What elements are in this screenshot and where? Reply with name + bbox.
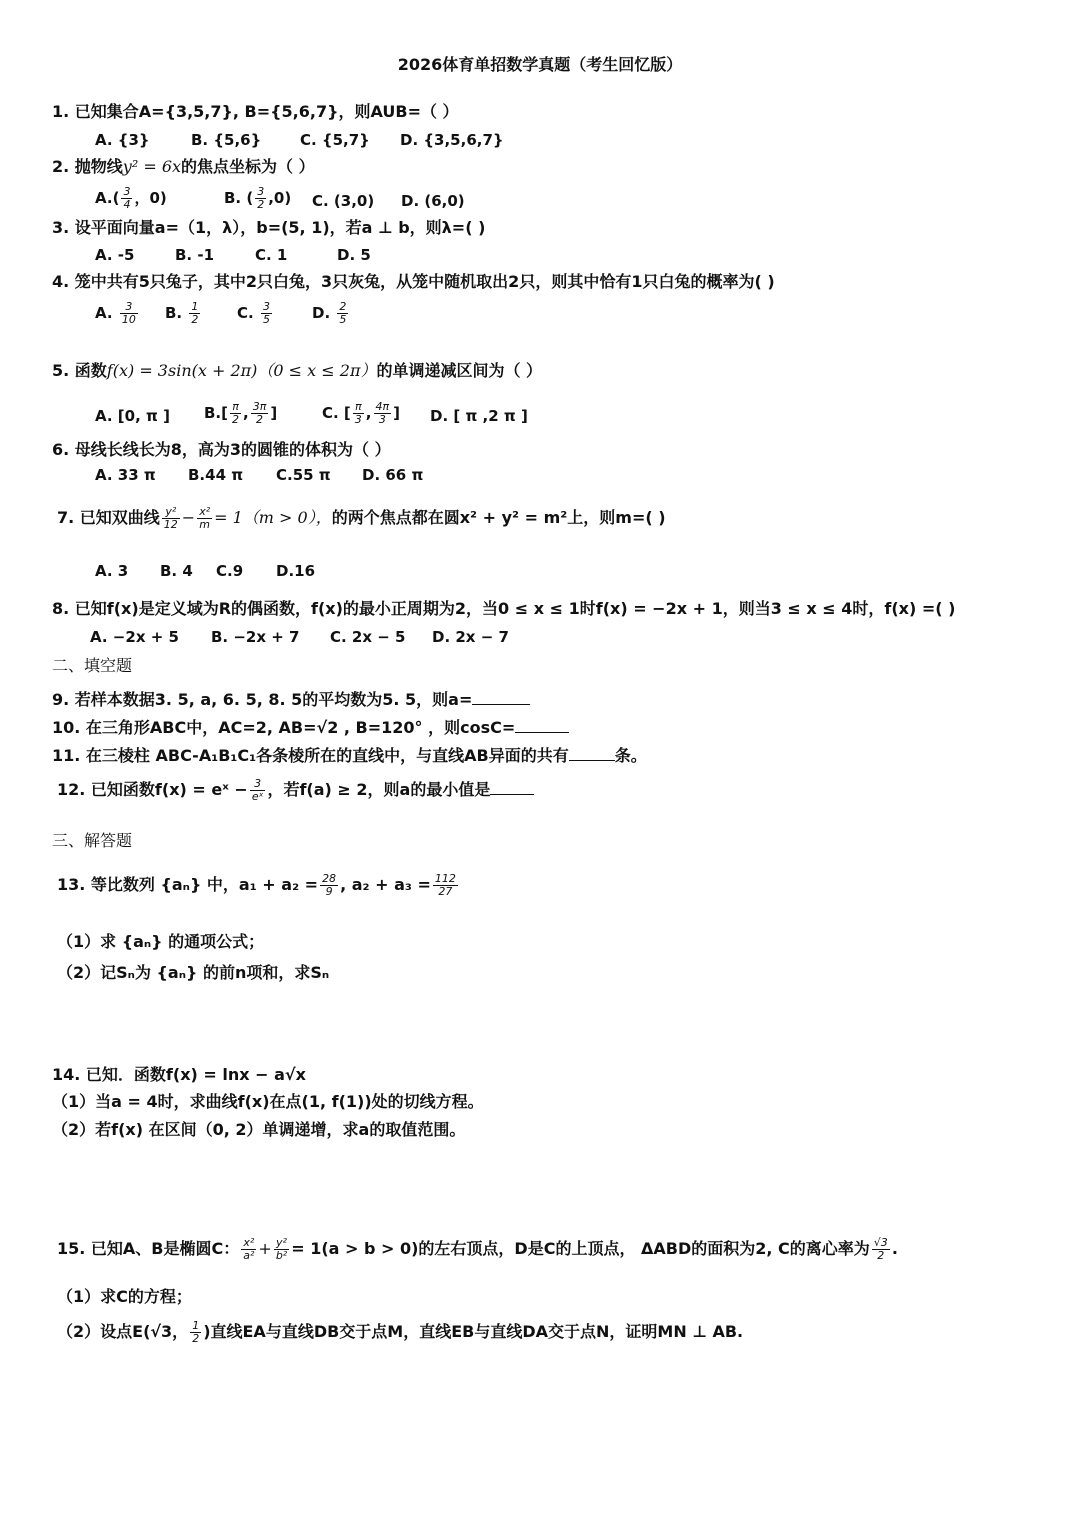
q13-f1-numerator: 28 bbox=[322, 872, 337, 885]
q4-option-a bbox=[95, 301, 140, 326]
q11-text-a: 11. 在三棱柱 ABC-A₁B₁C₁各条棱所在的直线中，与直线AB异面的共有 bbox=[52, 746, 569, 765]
q9-text: 9. 若样本数据3. 5, a, 6. 5, 8. 5的平均数为5. 5，则a= bbox=[52, 690, 473, 709]
q2-stem-a: 2. 抛物线 bbox=[52, 157, 123, 176]
q4-option-d bbox=[312, 301, 350, 326]
question-3: 3. 设平面向量a=（1，λ），b=(5, 1)，若a ⊥ b，则λ=( ) bbox=[52, 218, 486, 237]
q2-option-a bbox=[95, 186, 167, 211]
question-5 bbox=[52, 360, 542, 382]
question-8: 8. 已知f(x)是定义域为R的偶函数，f(x)的最小正周期为2，当0 ≤ x ≤ 1时f(x) = −2x + 1，则当3 ≤ x ≤ 4时，f(x) =( ) bbox=[52, 599, 956, 618]
q7-option-b: B. 4 bbox=[160, 562, 193, 580]
q2-a-suffix: ，0) bbox=[134, 189, 167, 207]
q12-denominator: eˣ bbox=[251, 790, 264, 803]
q2-b-denominator: 2 bbox=[257, 198, 265, 211]
question-12 bbox=[57, 778, 534, 803]
q3-option-d: D. 5 bbox=[337, 246, 371, 264]
q13-f1-denominator: 9 bbox=[325, 885, 333, 898]
q15-stem-a: 15. 已知A、B是椭圆C： bbox=[57, 1239, 240, 1258]
q13-fraction-1 bbox=[320, 873, 338, 898]
q2-b-prefix: B. ( bbox=[224, 189, 254, 207]
question-13 bbox=[57, 873, 460, 898]
q15-f1-numerator: x² bbox=[241, 1237, 256, 1250]
q5-b-fraction-2 bbox=[251, 401, 269, 426]
q7-option-c: C.9 bbox=[216, 562, 244, 580]
q3-option-c: C. 1 bbox=[255, 246, 288, 264]
q15-part-1: （1）求C的方程； bbox=[57, 1287, 192, 1306]
q13-fraction-2 bbox=[433, 873, 458, 898]
q13-mid: , a₂ + a₃ = bbox=[340, 875, 431, 894]
q4-a-label: A. bbox=[95, 304, 113, 322]
q2-option-d: D. (6,0) bbox=[401, 192, 465, 210]
q7-stem-b: 的两个焦点都在圆x² + y² = m²上，则m=( ) bbox=[331, 508, 666, 527]
question-6: 6. 母线长线长为8，高为3的圆锥的体积为（ ） bbox=[52, 440, 391, 459]
q7-option-d: D.16 bbox=[276, 562, 316, 580]
q15-part-2 bbox=[57, 1320, 743, 1345]
q15-p2-text-a: （2）设点E(√3， bbox=[57, 1322, 189, 1341]
section-2-heading: 二、填空题 bbox=[52, 656, 133, 675]
q2-equation: y² = 6x bbox=[122, 157, 182, 176]
q15-fraction-2 bbox=[274, 1237, 289, 1262]
q4-d-numerator: 2 bbox=[339, 300, 347, 313]
q13-f2-denominator: 27 bbox=[438, 885, 453, 898]
q2-a-prefix: A.( bbox=[95, 189, 120, 207]
q2-b-fraction bbox=[255, 186, 266, 211]
q5-c-suffix: ] bbox=[393, 404, 400, 422]
q5-stem-a: 5. 函数 bbox=[52, 361, 107, 380]
q13-part-2: （2）记Sₙ为 {aₙ} 的前n项和，求Sₙ bbox=[57, 963, 330, 982]
q10-text: 10. 在三角形ABC中，AC=2, AB=√2 , B=120° ，则cosC= bbox=[52, 718, 516, 737]
q5-option-a: A. [0, π ] bbox=[95, 407, 170, 425]
q9-answer-blank[interactable] bbox=[472, 690, 530, 705]
q5-b-fraction-1 bbox=[230, 401, 241, 426]
question-4: 4. 笼中共有5只兔子，其中2只白兔，3只灰兔，从笼中随机取出2只，则其中恰有1只白兔的概率为( ) bbox=[52, 272, 775, 291]
q7-fraction-2 bbox=[197, 506, 212, 531]
q5-c-fraction-1 bbox=[353, 401, 364, 426]
q4-a-numerator: 3 bbox=[120, 301, 138, 314]
q15-f2-numerator: y² bbox=[274, 1237, 289, 1250]
q2-a-denominator: 4 bbox=[123, 198, 131, 211]
q1-option-c: C. {5,7} bbox=[300, 131, 370, 149]
question-7: 7. 已知双曲线 $\frac{\text{y²}}{12}$ − $\frac{\text{x²}}{m}$ = 1（m > 0），的两个焦点都在圆x² + y² = m²上，则m=( ) bbox=[57, 505, 666, 531]
q2-b-numerator: 3 bbox=[257, 185, 265, 198]
q7-f1-numerator: y² bbox=[162, 506, 180, 519]
q6-option-b: B.44 π bbox=[188, 466, 244, 484]
question-10 bbox=[52, 717, 569, 739]
question-1: 1. 已知集合A={3,5,7}, B={5,6,7}，则AUB=（ ） bbox=[52, 102, 459, 121]
q14-part-2: （2）若f(x) 在区间（0, 2）单调递增，求a的取值范围。 bbox=[52, 1120, 466, 1139]
q15-p2-fraction bbox=[190, 1320, 201, 1345]
q1-option-b: B. {5,6} bbox=[191, 131, 262, 149]
q4-a-fraction bbox=[120, 301, 138, 326]
q5-stem-b: 的单调递减区间为（ ） bbox=[376, 361, 543, 380]
q7-stem-a: 7. 已知双曲线 bbox=[57, 508, 160, 527]
q13-f2-numerator: 112 bbox=[434, 872, 456, 885]
q2-option-b bbox=[224, 186, 291, 211]
q4-option-b bbox=[165, 301, 202, 326]
q1-option-a: A. {3} bbox=[95, 131, 150, 149]
q15-stem-b: = 1(a > b > 0)的左右顶点，D是C的上顶点， ΔABD的面积为2, C的离心率为 bbox=[291, 1239, 870, 1258]
q7-equation: = 1（m > 0）， bbox=[214, 508, 332, 527]
q12-answer-blank[interactable] bbox=[490, 780, 534, 795]
q6-option-c: C.55 π bbox=[276, 466, 331, 484]
question-2 bbox=[52, 156, 315, 178]
q12-text-a: 12. 已知函数f(x) = eˣ − bbox=[57, 780, 248, 799]
q7-f2-numerator: x² bbox=[199, 505, 211, 518]
q12-text-b: ，若f(a) ≥ 2，则a的最小值是 bbox=[267, 780, 491, 799]
q8-option-c: C. 2x − 5 bbox=[330, 628, 406, 646]
q4-c-denominator: 5 bbox=[262, 313, 270, 326]
question-14: 14. 已知．函数f(x) = lnx − a√x bbox=[52, 1065, 306, 1084]
q2-option-c: C. (3,0) bbox=[312, 192, 375, 210]
q11-answer-blank[interactable] bbox=[569, 746, 615, 761]
q5-b1-denominator: 2 bbox=[232, 413, 239, 426]
q7-fraction-1 bbox=[162, 506, 180, 531]
section-3-heading: 三、解答题 bbox=[52, 831, 133, 850]
q5-b-prefix: B.[ bbox=[204, 404, 228, 422]
q6-option-d: D. 66 π bbox=[362, 466, 424, 484]
q4-d-fraction bbox=[337, 301, 348, 326]
q8-option-b: B. −2x + 7 bbox=[211, 628, 300, 646]
q5-option-d: D. [ π ,2 π ] bbox=[430, 407, 528, 425]
q2-a-fraction bbox=[121, 186, 132, 211]
q3-option-b: B. -1 bbox=[175, 246, 215, 264]
q5-b2-denominator: 2 bbox=[256, 413, 264, 426]
q2-stem-b: 的焦点坐标为（ ） bbox=[181, 157, 315, 176]
q7-f1-denominator: 12 bbox=[163, 518, 178, 531]
q5-option-c: C. [ $\frac{\pi}{3}$ , $\frac{4\pi}{3}$ ] bbox=[322, 400, 400, 426]
q4-c-fraction bbox=[261, 301, 272, 326]
q5-b1-numerator: π bbox=[230, 401, 241, 414]
q4-a-denominator: 10 bbox=[121, 313, 136, 326]
question-11 bbox=[52, 745, 647, 767]
q5-c2-denominator: 3 bbox=[378, 413, 386, 426]
q13-part-1: （1）求 {aₙ} 的通项公式； bbox=[57, 932, 265, 951]
q2-a-numerator: 3 bbox=[123, 185, 131, 198]
q4-d-denominator: 5 bbox=[339, 313, 347, 326]
q12-numerator: 3 bbox=[250, 778, 266, 791]
q4-b-fraction bbox=[189, 301, 200, 326]
q15-fraction-1 bbox=[241, 1237, 256, 1262]
q12-fraction bbox=[250, 778, 266, 803]
q4-b-numerator: 1 bbox=[191, 300, 199, 313]
q11-text-b: 条。 bbox=[614, 746, 647, 765]
q15-p2-denominator: 2 bbox=[192, 1332, 200, 1345]
q15-f2-denominator: b² bbox=[275, 1249, 288, 1262]
q15-f1-denominator: a² bbox=[243, 1249, 255, 1262]
q4-option-c bbox=[237, 301, 274, 326]
q5-c-fraction-2 bbox=[374, 401, 392, 426]
q4-c-label: C. bbox=[237, 304, 254, 322]
q2-b-suffix: ,0) bbox=[268, 189, 292, 207]
q7-option-a: A. 3 bbox=[95, 562, 129, 580]
q15-e-numerator: √3 bbox=[873, 1236, 888, 1249]
q4-d-label: D. bbox=[312, 304, 331, 322]
q5-b2-numerator: 3π bbox=[252, 400, 267, 413]
q3-option-a: A. -5 bbox=[95, 246, 135, 264]
q7-f2-denominator: m bbox=[199, 518, 211, 531]
q5-function: f(x) = 3sin(x + 2π)（0 ≤ x ≤ 2π） bbox=[106, 361, 377, 380]
q5-c1-numerator: π bbox=[353, 401, 364, 414]
q5-c2-numerator: 4π bbox=[375, 400, 390, 413]
q15-e-denominator: 2 bbox=[877, 1249, 885, 1262]
question-9 bbox=[52, 689, 530, 711]
q5-c-prefix: C. [ bbox=[322, 404, 351, 422]
q4-c-numerator: 3 bbox=[262, 300, 270, 313]
q1-option-d: D. {3,5,6,7} bbox=[400, 131, 504, 149]
q4-b-label: B. bbox=[165, 304, 183, 322]
q15-p2-numerator: 1 bbox=[192, 1319, 200, 1332]
q8-option-a: A. −2x + 5 bbox=[90, 628, 179, 646]
q5-option-b: B.[ $\frac{\pi}{2}$ , $\frac{3\pi}{2}$ ] bbox=[204, 400, 278, 426]
q15-p2-text-b: )直线EA与直线DB交于点M，直线EB与直线DA交于点N，证明MN ⊥ AB. bbox=[203, 1322, 744, 1341]
page-title: 2026体育单招数学真题（考生回忆版） bbox=[397, 55, 683, 74]
q15-eccentricity bbox=[872, 1237, 890, 1262]
q13-stem-a: 13. 等比数列 {aₙ} 中，a₁ + a₂ = bbox=[57, 875, 319, 894]
question-15: 15. 已知A、B是椭圆C： $\frac{\text{x²}}{\text{a²}}$ + $\frac{\text{y²}}{\text{b²}}$ = 1(a > b > 0)的左右顶点，D是C的上顶点， ΔABD的面积为2, C的离心率为 $\frac{√3}{2}$ . bbox=[57, 1236, 898, 1262]
q5-c1-denominator: 3 bbox=[354, 413, 362, 426]
q10-answer-blank[interactable] bbox=[515, 718, 569, 733]
q14-part-1: （1）当a = 4时，求曲线f(x)在点(1, f(1))处的切线方程。 bbox=[52, 1092, 484, 1111]
q4-b-denominator: 2 bbox=[191, 313, 199, 326]
q6-option-a: A. 33 π bbox=[95, 466, 156, 484]
q8-option-d: D. 2x − 7 bbox=[432, 628, 509, 646]
q5-b-suffix: ] bbox=[270, 404, 278, 422]
